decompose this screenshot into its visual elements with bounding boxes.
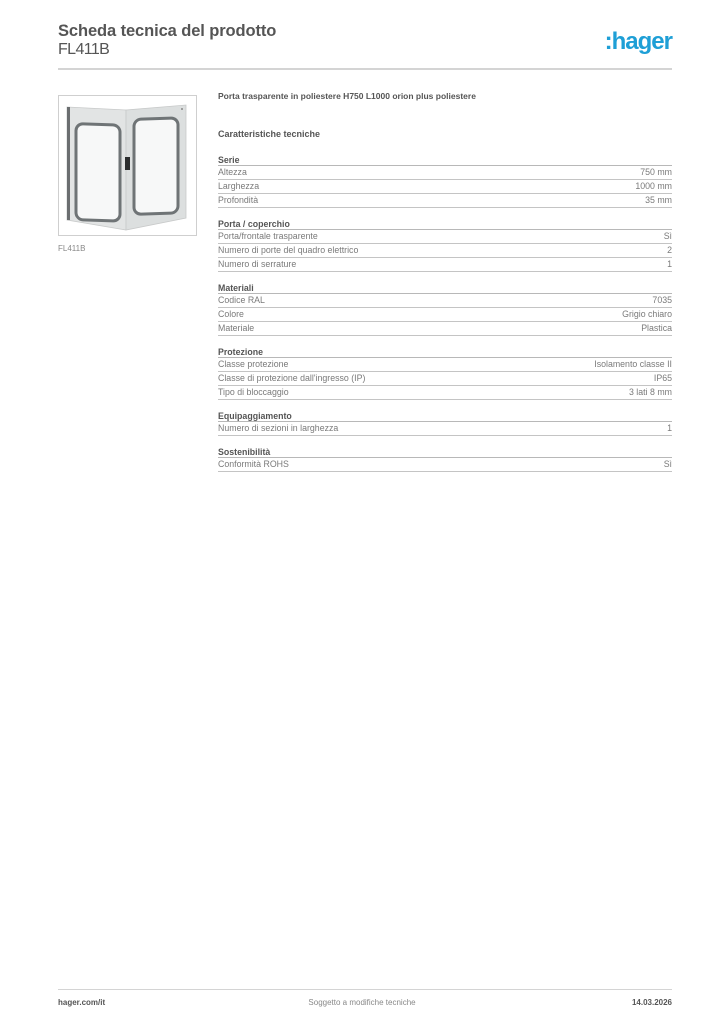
spec-value: Sì <box>663 231 672 241</box>
spec-value: 1 <box>667 423 672 433</box>
spec-value: IP65 <box>653 373 672 383</box>
spec-label: Numero di sezioni in larghezza <box>218 423 339 433</box>
spec-row <box>218 422 672 436</box>
image-caption: FL411B <box>58 244 86 253</box>
spec-label: Conformità ROHS <box>218 459 289 469</box>
spec-value: Sì <box>663 459 672 469</box>
spec-value: 7035 <box>652 295 672 305</box>
spec-value: Grigio chiaro <box>622 309 672 319</box>
group-title: Equipaggiamento <box>218 410 672 422</box>
spec-label: Classe di protezione dall'ingresso (IP) <box>218 373 366 383</box>
spec-row <box>218 386 672 400</box>
footer-notice: Soggetto a modifiche tecniche <box>308 998 416 1007</box>
group-materiali <box>218 282 672 336</box>
spec-label: Numero di porte del quadro elettrico <box>218 245 359 255</box>
spec-value: 1 <box>667 259 672 269</box>
group-porta-coperchio <box>218 218 672 272</box>
spec-label: Classe protezione <box>218 359 289 369</box>
spec-row <box>218 308 672 322</box>
group-title: Protezione <box>218 346 672 358</box>
spec-value: Plastica <box>641 323 672 333</box>
header-divider <box>58 68 672 70</box>
page-header <box>58 20 672 70</box>
group-title: Serie <box>218 154 672 166</box>
group-title: Materiali <box>218 282 672 294</box>
spec-row <box>218 258 672 272</box>
spec-row <box>218 194 672 208</box>
group-title: Porta / coperchio <box>218 218 672 230</box>
document-title: Scheda tecnica del prodotto <box>58 22 277 40</box>
section-title: Caratteristiche tecniche <box>218 129 321 139</box>
spec-label: Larghezza <box>218 181 260 191</box>
spec-label: Tipo di bloccaggio <box>218 387 289 397</box>
spec-row <box>218 294 672 308</box>
spec-label: Altezza <box>218 167 247 177</box>
spec-label: Materiale <box>218 323 255 333</box>
spec-row <box>218 244 672 258</box>
spec-row <box>218 358 672 372</box>
footer-website-link[interactable]: hager.com/it <box>58 998 106 1007</box>
hager-logo: :hager <box>604 28 672 55</box>
spec-row <box>218 230 672 244</box>
spec-label: Porta/frontale trasparente <box>218 231 318 241</box>
spec-row <box>218 322 672 336</box>
spec-label: Colore <box>218 309 244 319</box>
footer-date: 14.03.2026 <box>631 998 672 1007</box>
group-sostenibilita <box>218 446 672 472</box>
spec-value: 750 mm <box>640 167 672 177</box>
group-title: Sostenibilità <box>218 446 672 458</box>
spec-value: 1000 mm <box>635 181 672 191</box>
spec-label: Profondità <box>218 195 259 205</box>
spec-label: Codice RAL <box>218 295 265 305</box>
footer-divider <box>58 989 672 990</box>
spec-row <box>218 180 672 194</box>
double-door-illustration <box>59 96 196 235</box>
spec-row <box>218 166 672 180</box>
group-serie <box>218 154 672 208</box>
spec-row <box>218 372 672 386</box>
spec-value: Isolamento classe II <box>594 359 672 369</box>
product-description: Porta trasparente in poliestere H750 L1000 orion plus poliestere <box>218 91 476 101</box>
spec-value: 35 mm <box>645 195 672 205</box>
product-image <box>58 95 197 236</box>
spec-row <box>218 458 672 472</box>
product-code: FL411B <box>58 41 110 58</box>
specifications <box>218 91 672 472</box>
group-equipaggiamento <box>218 410 672 436</box>
spec-label: Numero di serrature <box>218 259 297 269</box>
group-protezione <box>218 346 672 400</box>
spec-value: 3 lati 8 mm <box>628 387 672 397</box>
spec-value: 2 <box>667 245 672 255</box>
